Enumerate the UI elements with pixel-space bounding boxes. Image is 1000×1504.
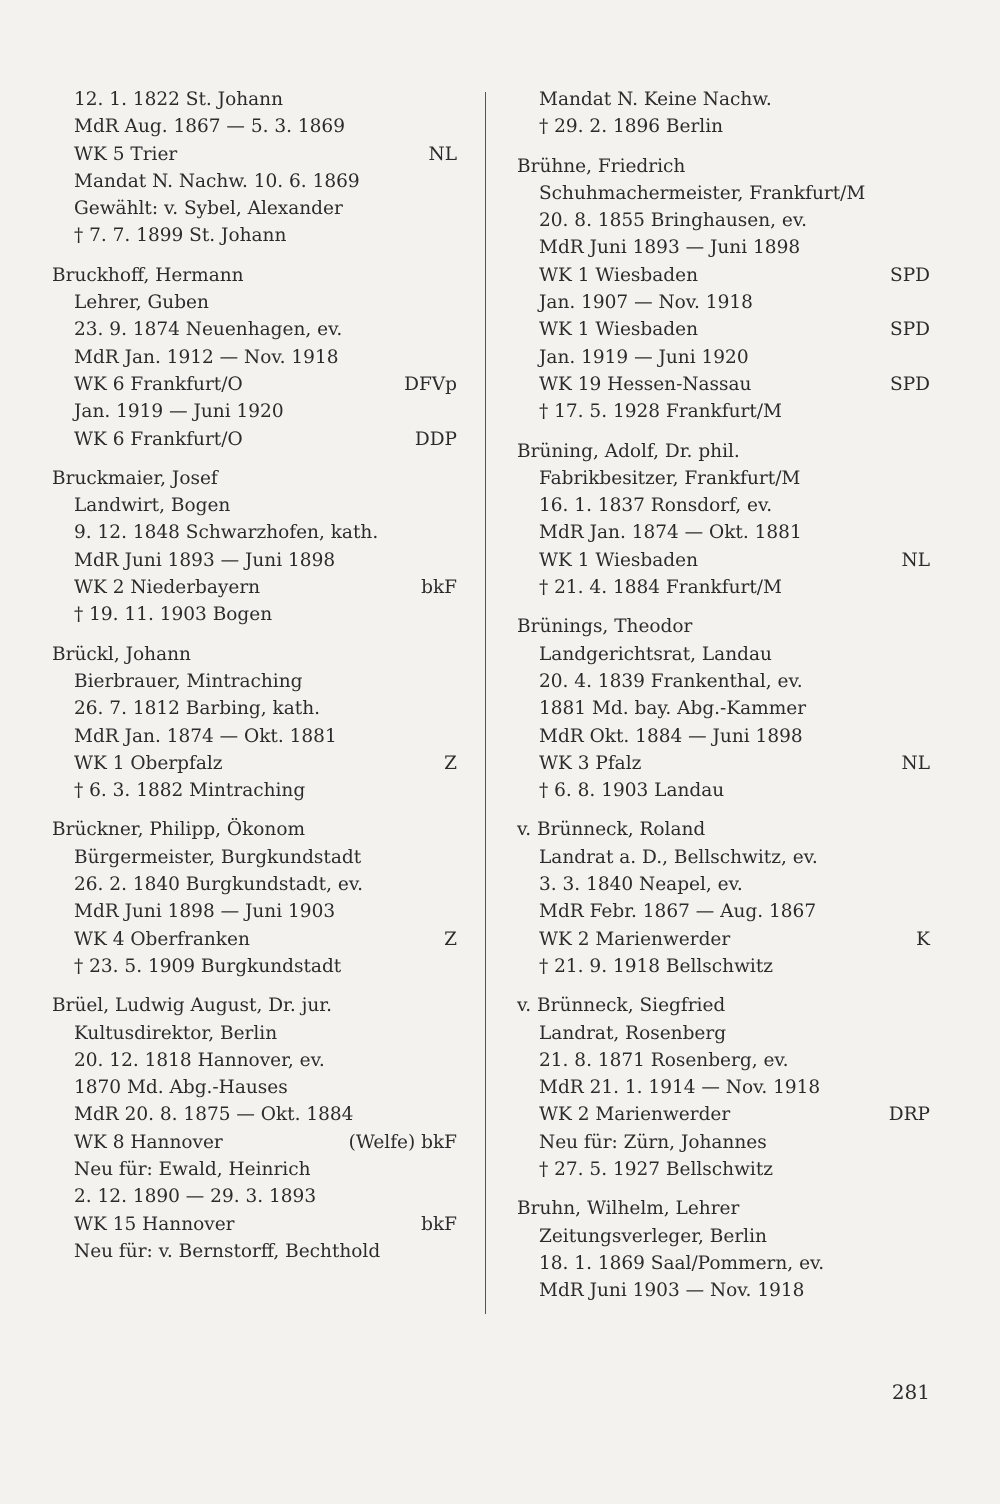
entry-name-line <box>52 465 457 492</box>
entry-line <box>517 1074 930 1101</box>
entry-line <box>52 750 457 777</box>
entry-text: MdR 20. 8. 1875 — Okt. 1884 <box>74 1104 354 1126</box>
entry-line <box>52 344 457 371</box>
entry-name-line <box>517 816 930 843</box>
entry-text: WK 5 Trier <box>74 143 178 165</box>
party-label: SPD <box>890 319 930 341</box>
entry-text: Kultusdirektor, Berlin <box>74 1022 278 1044</box>
entry-text: † 19. 11. 1903 Bogen <box>74 604 273 626</box>
biography-entry <box>517 992 930 1183</box>
party-label: DRP <box>888 1104 930 1126</box>
entry-line <box>517 1156 930 1183</box>
entry-text: 1881 Md. bay. Abg.-Kammer <box>539 698 807 720</box>
entry-text: MdR Juni 1893 — Juni 1898 <box>74 549 336 571</box>
entry-line <box>52 547 457 574</box>
entry-text: 21. 8. 1871 Rosenberg, ev. <box>539 1049 789 1071</box>
entry-text: Fabrikbesitzer, Frankfurt/M <box>539 467 801 489</box>
entry-text: 26. 7. 1812 Barbing, kath. <box>74 698 321 720</box>
entry-line <box>517 1101 930 1128</box>
entry-text: MdR Juni 1898 — Juni 1903 <box>74 901 336 923</box>
entry-text: Brüel, Ludwig August, Dr. jur. <box>52 995 332 1017</box>
entry-line <box>517 1223 930 1250</box>
entry-text: WK 1 Wiesbaden <box>539 319 698 341</box>
entry-line <box>517 547 930 574</box>
party-label: NL <box>901 752 930 774</box>
entry-line <box>517 1129 930 1156</box>
entry-text: WK 2 Marienwerder <box>539 1104 731 1126</box>
entry-text: Zeitungsverleger, Berlin <box>539 1225 767 1247</box>
entry-line <box>517 844 930 871</box>
entry-text: WK 6 Frankfurt/O <box>74 428 243 450</box>
entry-line <box>52 777 457 804</box>
entry-line <box>52 222 457 249</box>
party-label: bkF <box>421 1213 457 1235</box>
entry-text: WK 3 Pfalz <box>539 752 642 774</box>
entry-line <box>52 492 457 519</box>
entry-text: 2. 12. 1890 — 29. 3. 1893 <box>74 1186 317 1208</box>
biography-entry <box>517 153 930 426</box>
entry-text: v. Brünneck, Roland <box>517 819 706 841</box>
entry-line <box>517 1047 930 1074</box>
entry-line <box>52 871 457 898</box>
entry-text: Landrat, Rosenberg <box>539 1022 727 1044</box>
entry-line <box>517 371 930 398</box>
entry-text: MdR Aug. 1867 — 5. 3. 1869 <box>74 116 345 138</box>
entry-text: Landrat a. D., Bellschwitz, ev. <box>539 846 818 868</box>
entry-text: 20. 4. 1839 Frankenthal, ev. <box>539 670 803 692</box>
entry-name-line <box>517 153 930 180</box>
entry-text: MdR Jan. 1912 — Nov. 1918 <box>74 346 339 368</box>
entry-line <box>517 1250 930 1277</box>
entry-line <box>52 1101 457 1128</box>
entry-line <box>52 168 457 195</box>
entry-line <box>517 519 930 546</box>
entry-line <box>517 289 930 316</box>
entry-line <box>52 1020 457 1047</box>
entry-text: 9. 12. 1848 Schwarzhofen, kath. <box>74 522 379 544</box>
party-label: NL <box>428 143 457 165</box>
entry-line <box>52 316 457 343</box>
entry-name-line <box>517 438 930 465</box>
entry-text: 18. 1. 1869 Saal/Pommern, ev. <box>539 1252 825 1274</box>
entry-text: Brühne, Friedrich <box>517 155 686 177</box>
entry-line <box>52 1047 457 1074</box>
entry-text: MdR Jan. 1874 — Okt. 1881 <box>539 522 802 544</box>
entry-line <box>517 926 930 953</box>
entry-line <box>517 750 930 777</box>
entry-name-line <box>52 262 457 289</box>
entry-text: Bierbrauer, Mintraching <box>74 670 303 692</box>
entry-text: 3. 3. 1840 Neapel, ev. <box>539 874 743 896</box>
party-label: K <box>916 928 930 950</box>
entry-line <box>52 371 457 398</box>
entry-line <box>52 113 457 140</box>
entry-line <box>52 519 457 546</box>
entry-text: MdR Febr. 1867 — Aug. 1867 <box>539 901 817 923</box>
entry-text: WK 4 Oberfranken <box>74 928 250 950</box>
entry-line <box>517 953 930 980</box>
entry-text: MdR Jan. 1874 — Okt. 1881 <box>74 725 337 747</box>
entry-text: † 27. 5. 1927 Bellschwitz <box>539 1158 774 1180</box>
entry-line <box>517 86 930 113</box>
party-label: SPD <box>890 264 930 286</box>
entry-line <box>517 641 930 668</box>
entry-text: Landgerichtsrat, Landau <box>539 643 772 665</box>
entry-line <box>517 574 930 601</box>
entry-line <box>517 262 930 289</box>
entry-line <box>517 398 930 425</box>
entry-text: Jan. 1919 — Juni 1920 <box>74 401 284 423</box>
entry-text: MdR Juni 1893 — Juni 1898 <box>539 237 801 259</box>
entry-line <box>52 695 457 722</box>
biography-entry <box>52 816 457 980</box>
entry-text: 26. 2. 1840 Burgkundstadt, ev. <box>74 874 363 896</box>
entry-line <box>517 492 930 519</box>
entry-line <box>517 898 930 925</box>
entry-text: WK 1 Wiesbaden <box>539 549 698 571</box>
entry-line <box>52 844 457 871</box>
entry-text: Jan. 1919 — Juni 1920 <box>539 346 749 368</box>
entry-line <box>52 953 457 980</box>
right-column <box>517 86 930 1316</box>
biography-entry <box>52 641 457 805</box>
entry-text: † 6. 3. 1882 Mintraching <box>74 780 306 802</box>
page-number: 281 <box>891 1380 930 1404</box>
entry-text: Bürgermeister, Burgkundstadt <box>74 846 362 868</box>
entry-line <box>517 723 930 750</box>
entry-text: Landwirt, Bogen <box>74 495 231 517</box>
entry-text: Neu für: Ewald, Heinrich <box>74 1158 311 1180</box>
entry-text: MdR 21. 1. 1914 — Nov. 1918 <box>539 1077 821 1099</box>
entry-line <box>52 668 457 695</box>
biography-entry <box>52 465 457 629</box>
column-divider <box>485 92 486 1314</box>
entry-text: † 21. 4. 1884 Frankfurt/M <box>539 577 782 599</box>
party-label: (Welfe) bkF <box>348 1131 457 1153</box>
entry-name-line <box>517 613 930 640</box>
entry-line <box>52 289 457 316</box>
party-label: NL <box>901 549 930 571</box>
entry-text: Bruckmaier, Josef <box>52 467 218 489</box>
entry-line <box>517 1020 930 1047</box>
entry-text: † 17. 5. 1928 Frankfurt/M <box>539 401 782 423</box>
entry-line <box>52 723 457 750</box>
entry-text: WK 6 Frankfurt/O <box>74 373 243 395</box>
entry-line <box>52 926 457 953</box>
party-label: SPD <box>890 373 930 395</box>
entry-text: WK 19 Hessen-Nassau <box>539 373 752 395</box>
entry-text: 20. 8. 1855 Bringhausen, ev. <box>539 210 807 232</box>
party-label: DFVp <box>404 373 457 395</box>
entry-text: Gewählt: v. Sybel, Alexander <box>74 198 343 220</box>
entry-text: Neu für: v. Bernstorff, Bechthold <box>74 1240 381 1262</box>
entry-line <box>52 1129 457 1156</box>
entry-line <box>52 398 457 425</box>
entry-line <box>517 695 930 722</box>
entry-text: WK 1 Oberpfalz <box>74 752 223 774</box>
entry-text: Mandat N. Keine Nachw. <box>539 89 772 110</box>
entry-text: WK 15 Hannover <box>74 1213 235 1235</box>
entry-text: † 7. 7. 1899 St. Johann <box>74 225 287 247</box>
entry-line <box>517 316 930 343</box>
entry-text: Bruhn, Wilhelm, Lehrer <box>517 1198 740 1220</box>
entry-line <box>52 601 457 628</box>
entry-line <box>52 86 457 113</box>
entry-text: 12. 1. 1822 St. Johann <box>74 89 283 110</box>
entry-text: 23. 9. 1874 Neuenhagen, ev. <box>74 319 343 341</box>
biography-entry <box>517 613 930 804</box>
entry-line <box>52 1074 457 1101</box>
left-column <box>52 86 457 1277</box>
entry-line <box>52 195 457 222</box>
entry-line <box>52 1211 457 1238</box>
entry-text: † 21. 9. 1918 Bellschwitz <box>539 955 774 977</box>
entry-text: v. Brünneck, Siegfried <box>517 995 726 1017</box>
entry-name-line <box>52 816 457 843</box>
entry-line <box>52 426 457 453</box>
entry-name-line <box>517 1195 930 1222</box>
entry-line <box>52 1183 457 1210</box>
entry-line <box>52 141 457 168</box>
entry-line <box>517 871 930 898</box>
entry-text: † 23. 5. 1909 Burgkundstadt <box>74 955 342 977</box>
entry-text: WK 2 Niederbayern <box>74 577 261 599</box>
biography-entry <box>52 86 457 250</box>
entry-text: Schuhmachermeister, Frankfurt/M <box>539 182 866 204</box>
entry-text: WK 8 Hannover <box>74 1131 223 1153</box>
entry-line <box>517 1277 930 1304</box>
entry-line <box>52 1238 457 1265</box>
entry-text: Jan. 1907 — Nov. 1918 <box>539 292 753 314</box>
party-label: bkF <box>421 577 457 599</box>
biography-entry <box>517 86 930 141</box>
entry-text: 16. 1. 1837 Ronsdorf, ev. <box>539 495 773 517</box>
entry-line <box>52 898 457 925</box>
entry-line <box>517 344 930 371</box>
party-label: Z <box>444 752 457 774</box>
entry-text: MdR Okt. 1884 — Juni 1898 <box>539 725 803 747</box>
biography-entry <box>52 262 457 453</box>
entry-name-line <box>52 641 457 668</box>
biography-entry <box>517 1195 930 1304</box>
entry-text: WK 2 Marienwerder <box>539 928 731 950</box>
entry-text: 20. 12. 1818 Hannover, ev. <box>74 1049 325 1071</box>
entry-name-line <box>517 992 930 1019</box>
entry-text: Neu für: Zürn, Johannes <box>539 1131 767 1153</box>
entry-line <box>517 668 930 695</box>
entry-line <box>517 207 930 234</box>
entry-line <box>52 574 457 601</box>
biography-entry <box>52 992 457 1265</box>
entry-line <box>517 777 930 804</box>
entry-text: † 6. 8. 1903 Landau <box>539 780 725 802</box>
entry-text: Lehrer, Guben <box>74 292 209 314</box>
entry-text: MdR Juni 1903 — Nov. 1918 <box>539 1280 805 1302</box>
entry-line <box>517 234 930 261</box>
entry-line <box>517 113 930 140</box>
entry-text: Brückner, Philipp, Ökonom <box>52 819 306 841</box>
entry-line <box>517 465 930 492</box>
entry-text: Brückl, Johann <box>52 643 191 665</box>
party-label: DDP <box>414 428 457 450</box>
entry-text: Brünings, Theodor <box>517 616 693 638</box>
entry-text: Brüning, Adolf, Dr. phil. <box>517 440 740 462</box>
entry-text: WK 1 Wiesbaden <box>539 264 698 286</box>
biography-entry <box>517 438 930 602</box>
entry-text: Mandat N. Nachw. 10. 6. 1869 <box>74 170 360 192</box>
entry-text: Bruckhoff, Hermann <box>52 264 244 286</box>
entry-text: 1870 Md. Abg.-Hauses <box>74 1077 288 1099</box>
party-label: Z <box>444 928 457 950</box>
entry-line <box>517 180 930 207</box>
entry-name-line <box>52 992 457 1019</box>
entry-line <box>52 1156 457 1183</box>
biography-entry <box>517 816 930 980</box>
entry-text: † 29. 2. 1896 Berlin <box>539 116 724 138</box>
